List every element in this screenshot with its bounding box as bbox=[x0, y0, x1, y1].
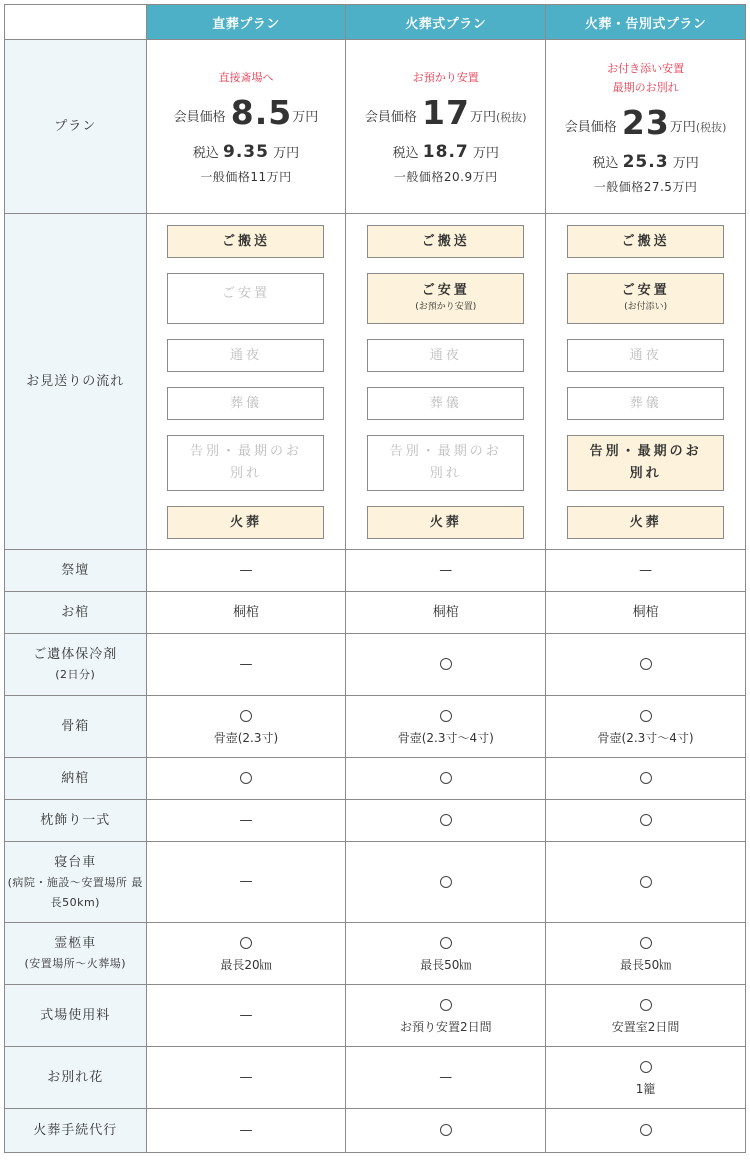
item-sublabel: (安置場所〜火葬場) bbox=[24, 957, 127, 970]
dash-mark: — bbox=[639, 562, 653, 578]
circle-mark-icon bbox=[346, 1120, 545, 1142]
flow-cell-cremation bbox=[346, 214, 546, 550]
tax-included-unit: 万円 bbox=[672, 155, 699, 171]
member-price bbox=[546, 103, 745, 142]
flow-step-farewell-line2: 別れ bbox=[629, 465, 662, 481]
flow-step-farewell-line2: 別れ bbox=[229, 465, 262, 481]
flow-step-farewell bbox=[167, 435, 324, 491]
flow-step-cremation: 火葬 bbox=[367, 506, 524, 539]
circle-icon bbox=[640, 710, 652, 722]
member-price-unit: 万円 bbox=[469, 110, 496, 125]
circle-mark-icon bbox=[346, 768, 545, 790]
member-price bbox=[147, 93, 346, 132]
item-cell bbox=[146, 985, 346, 1047]
general-price: 一般価格11万円 bbox=[200, 170, 292, 184]
member-price-value: 23 bbox=[621, 102, 670, 142]
item-row-label bbox=[5, 592, 147, 634]
flow-step-transport: ご搬送 bbox=[367, 225, 524, 258]
item-value: 桐棺 bbox=[232, 604, 259, 620]
item-label: 火葬手続代行 bbox=[33, 1123, 118, 1138]
plan-header-direct: 直葬プラン bbox=[146, 5, 346, 40]
item-detail: 1籠 bbox=[635, 1081, 656, 1096]
flow-row bbox=[5, 214, 746, 550]
tax-included-label: 税込 bbox=[592, 155, 619, 171]
flow-step-funeral: 葬儀 bbox=[167, 387, 324, 420]
dash-mark: — bbox=[239, 1007, 253, 1023]
item-value: 桐棺 bbox=[632, 604, 659, 620]
item-cell bbox=[346, 758, 546, 800]
flow-cell-direct bbox=[146, 214, 346, 550]
circle-icon bbox=[640, 937, 652, 949]
tax-included-value: 25.3 bbox=[622, 151, 669, 172]
flow-step-rest: ご安置 bbox=[167, 273, 324, 324]
circle-icon bbox=[640, 1124, 652, 1136]
item-row-label bbox=[5, 985, 147, 1047]
plan-header-cremation: 火葬式プラン bbox=[346, 5, 546, 40]
circle-icon bbox=[640, 772, 652, 784]
dash-mark: — bbox=[239, 562, 253, 578]
flow-step-rest-label: ご安置 bbox=[621, 282, 670, 298]
item-cell bbox=[546, 696, 746, 758]
circle-mark-icon bbox=[346, 654, 545, 676]
item-cell bbox=[346, 842, 546, 923]
tax-included-unit: 万円 bbox=[273, 146, 300, 161]
circle-mark-icon bbox=[546, 995, 745, 1017]
item-label: お別れ花 bbox=[47, 1070, 104, 1085]
item-cell bbox=[546, 923, 746, 985]
flow-step-farewell-line2: 別れ bbox=[429, 465, 462, 481]
item-cell bbox=[346, 923, 546, 985]
plan-note-second: 最期のお別れ bbox=[612, 80, 679, 94]
circle-icon bbox=[440, 772, 452, 784]
item-cell bbox=[146, 696, 346, 758]
item-cell bbox=[546, 634, 746, 696]
item-cell bbox=[546, 800, 746, 842]
circle-mark-icon bbox=[546, 871, 745, 893]
item-row-label bbox=[5, 550, 147, 592]
dash-mark: — bbox=[439, 562, 453, 578]
item-row-label bbox=[5, 696, 147, 758]
dash-mark: — bbox=[239, 812, 253, 828]
item-cell bbox=[546, 550, 746, 592]
flow-cell-farewell bbox=[546, 214, 746, 550]
plan-price-row bbox=[5, 40, 746, 214]
item-row-label bbox=[5, 634, 147, 696]
item-row bbox=[5, 592, 746, 634]
item-cell bbox=[546, 758, 746, 800]
member-price-label: 会員価格 bbox=[564, 119, 617, 135]
item-label: 枕飾り一式 bbox=[40, 813, 111, 828]
item-row bbox=[5, 550, 746, 592]
item-sublabel: (2日分) bbox=[55, 668, 96, 681]
item-detail: 最長50㎞ bbox=[619, 957, 672, 972]
member-price-value: 8.5 bbox=[230, 93, 293, 132]
item-cell bbox=[546, 1047, 746, 1109]
tax-included-price bbox=[346, 142, 545, 162]
item-cell bbox=[346, 800, 546, 842]
flow-step-vigil: 通夜 bbox=[167, 339, 324, 372]
flow-step-farewell-line1: 告別・最期のお bbox=[189, 443, 302, 459]
member-price-unit: 万円 bbox=[292, 110, 319, 125]
item-cell bbox=[546, 1109, 746, 1153]
item-cell bbox=[546, 985, 746, 1047]
circle-icon bbox=[440, 1124, 452, 1136]
item-cell bbox=[346, 696, 546, 758]
dash-mark: — bbox=[239, 1069, 253, 1085]
item-detail: お預り安置2日間 bbox=[399, 1019, 492, 1034]
tax-included-price bbox=[147, 142, 346, 162]
item-value: 桐棺 bbox=[432, 604, 459, 620]
item-cell bbox=[146, 923, 346, 985]
item-cell bbox=[346, 1047, 546, 1109]
item-label: 骨箱 bbox=[61, 719, 90, 734]
circle-mark-icon bbox=[546, 654, 745, 676]
circle-icon bbox=[440, 876, 452, 888]
item-detail: 最長50㎞ bbox=[420, 957, 472, 972]
circle-mark-icon bbox=[546, 1120, 745, 1142]
circle-icon bbox=[640, 814, 652, 826]
item-cell bbox=[146, 550, 346, 592]
flow-step-funeral: 葬儀 bbox=[567, 387, 724, 420]
circle-mark-icon bbox=[546, 768, 745, 790]
circle-mark-icon bbox=[346, 706, 545, 728]
flow-step-rest bbox=[567, 273, 724, 324]
circle-icon bbox=[440, 814, 452, 826]
member-price-value: 17 bbox=[422, 93, 470, 132]
item-row-label bbox=[5, 1109, 147, 1153]
flow-step-farewell-line1: 告別・最期のお bbox=[389, 443, 502, 459]
item-row bbox=[5, 985, 746, 1047]
flow-step-rest-note: (お預かり安置) bbox=[415, 301, 477, 312]
plan-note: お預かり安置 bbox=[412, 71, 479, 84]
general-price: 一般価格20.9万円 bbox=[393, 170, 498, 184]
circle-mark-icon bbox=[147, 933, 346, 955]
item-label: 祭壇 bbox=[61, 563, 90, 578]
circle-icon bbox=[240, 710, 252, 722]
general-price: 一般価格27.5万円 bbox=[593, 179, 698, 194]
flow-step-farewell-line1: 告別・最期のお bbox=[589, 443, 702, 459]
item-cell bbox=[346, 550, 546, 592]
item-row-label bbox=[5, 1047, 147, 1109]
circle-icon bbox=[640, 1061, 652, 1073]
item-cell bbox=[146, 1047, 346, 1109]
tax-included-price bbox=[546, 152, 745, 172]
item-row bbox=[5, 696, 746, 758]
item-row-label bbox=[5, 842, 147, 923]
item-label: お棺 bbox=[61, 605, 90, 620]
flow-step-rest bbox=[367, 273, 524, 324]
circle-mark-icon bbox=[346, 933, 545, 955]
item-detail: 骨壺(2.3寸〜4寸) bbox=[597, 730, 694, 745]
item-cell bbox=[346, 1109, 546, 1153]
item-row bbox=[5, 1047, 746, 1109]
header-empty-cell bbox=[5, 5, 147, 40]
tax-included-value: 9.35 bbox=[222, 142, 269, 162]
flow-step-farewell bbox=[367, 435, 524, 491]
flow-step-vigil: 通夜 bbox=[367, 339, 524, 372]
item-row bbox=[5, 758, 746, 800]
item-row bbox=[5, 923, 746, 985]
circle-mark-icon bbox=[546, 706, 745, 728]
flow-step-transport: ご搬送 bbox=[167, 225, 324, 258]
item-row-label bbox=[5, 758, 147, 800]
item-row-label bbox=[5, 923, 147, 985]
dash-mark: — bbox=[239, 874, 253, 889]
flow-step-cremation: 火葬 bbox=[567, 506, 724, 539]
header-row bbox=[5, 5, 746, 40]
plan-items-table bbox=[4, 549, 746, 1153]
member-price-label: 会員価格 bbox=[173, 110, 226, 125]
circle-icon bbox=[440, 937, 452, 949]
circle-icon bbox=[640, 658, 652, 670]
circle-icon bbox=[440, 710, 452, 722]
tax-included-label: 税込 bbox=[392, 146, 419, 161]
item-label: ご遺体保冷剤 bbox=[33, 647, 118, 662]
item-cell bbox=[146, 842, 346, 923]
item-cell bbox=[346, 634, 546, 696]
item-row bbox=[5, 842, 746, 923]
circle-icon bbox=[440, 658, 452, 670]
flow-step-rest-label: ご安置 bbox=[421, 282, 470, 298]
flow-step-cremation: 火葬 bbox=[167, 506, 324, 539]
price-cell-direct bbox=[146, 40, 346, 214]
item-detail: 安置室2日間 bbox=[611, 1019, 680, 1034]
item-label: 霊柩車 bbox=[54, 936, 97, 951]
price-cell-farewell bbox=[546, 40, 746, 214]
flow-step-farewell bbox=[567, 435, 724, 491]
circle-mark-icon bbox=[546, 1057, 745, 1079]
circle-mark-icon bbox=[147, 706, 346, 728]
plan-note: お付き添い安置 bbox=[607, 61, 685, 75]
item-row bbox=[5, 800, 746, 842]
flow-step-vigil: 通夜 bbox=[567, 339, 724, 372]
item-label: 式場使用料 bbox=[40, 1008, 111, 1023]
item-cell bbox=[146, 1109, 346, 1153]
item-cell bbox=[346, 592, 546, 634]
dash-mark: — bbox=[239, 656, 253, 672]
circle-mark-icon bbox=[546, 810, 745, 832]
plan-comparison-table bbox=[4, 4, 746, 550]
circle-icon bbox=[240, 772, 252, 784]
circle-mark-icon bbox=[346, 810, 545, 832]
item-cell bbox=[346, 985, 546, 1047]
circle-icon bbox=[640, 999, 652, 1011]
tax-included-value: 18.7 bbox=[422, 142, 469, 162]
item-row-label bbox=[5, 800, 147, 842]
item-detail: 骨壺(2.3寸) bbox=[213, 730, 279, 745]
circle-icon bbox=[640, 876, 652, 888]
item-cell bbox=[146, 634, 346, 696]
tax-excluded-note: (税抜) bbox=[695, 120, 727, 134]
circle-mark-icon bbox=[346, 871, 545, 893]
item-label: 寝台車 bbox=[54, 854, 97, 870]
flow-step-transport: ご搬送 bbox=[567, 225, 724, 258]
item-cell bbox=[146, 592, 346, 634]
tax-excluded-note: (税抜) bbox=[495, 111, 527, 124]
item-row bbox=[5, 1109, 746, 1153]
item-row bbox=[5, 634, 746, 696]
member-price bbox=[346, 93, 545, 132]
tax-included-label: 税込 bbox=[192, 146, 219, 161]
circle-mark-icon bbox=[346, 995, 545, 1017]
plan-note: 直接斎場へ bbox=[218, 71, 274, 84]
member-price-unit: 万円 bbox=[669, 119, 696, 135]
flow-step-rest-note: (お付添い) bbox=[624, 301, 668, 312]
price-cell-cremation bbox=[346, 40, 546, 214]
item-detail: 骨壺(2.3寸〜4寸) bbox=[397, 730, 494, 745]
row-label-flow: お見送りの流れ bbox=[5, 214, 147, 550]
item-label: 納棺 bbox=[61, 771, 90, 786]
flow-step-funeral: 葬儀 bbox=[367, 387, 524, 420]
circle-icon bbox=[240, 937, 252, 949]
item-detail: 最長20㎞ bbox=[220, 957, 272, 972]
item-cell bbox=[146, 800, 346, 842]
circle-mark-icon bbox=[546, 933, 745, 955]
row-label-plan: プラン bbox=[5, 40, 147, 214]
tax-included-unit: 万円 bbox=[472, 146, 499, 161]
plan-header-farewell: 火葬・告別式プラン bbox=[546, 5, 746, 40]
circle-mark-icon bbox=[147, 768, 346, 790]
item-cell bbox=[146, 758, 346, 800]
circle-icon bbox=[440, 999, 452, 1011]
dash-mark: — bbox=[239, 1122, 253, 1138]
member-price-label: 会員価格 bbox=[364, 110, 417, 125]
dash-mark: — bbox=[439, 1069, 453, 1085]
item-sublabel: (病院・施設〜安置場所 最長50km) bbox=[7, 875, 143, 909]
item-cell bbox=[546, 592, 746, 634]
item-cell bbox=[546, 842, 746, 923]
